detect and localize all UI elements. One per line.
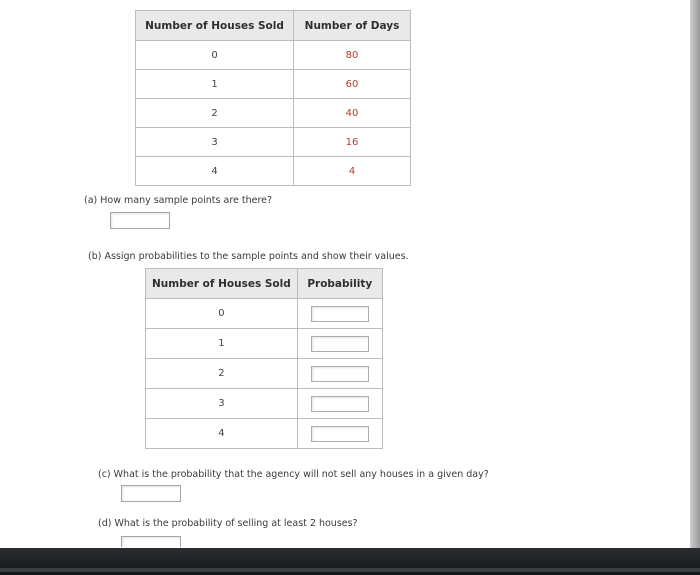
- table-row: [136, 70, 411, 99]
- houses-cell: 0: [136, 41, 294, 70]
- houses-cell: 1: [136, 70, 294, 99]
- probability-cell: [297, 389, 382, 419]
- table-header-row: [146, 269, 383, 299]
- header-number-of-days: Number of Days: [294, 11, 411, 41]
- houses-cell: 3: [136, 128, 294, 157]
- question-c-text: (c) What is the probability that the agency will not sell any houses in a given day?: [98, 469, 489, 480]
- houses-cell: 4: [136, 157, 294, 186]
- table-row: [136, 99, 411, 128]
- table-row: [146, 419, 383, 449]
- question-a-text: (a) How many sample points are there?: [84, 195, 273, 206]
- probability-input-1[interactable]: [311, 336, 369, 352]
- table-row: [146, 299, 383, 329]
- answer-d-input[interactable]: [121, 536, 181, 547]
- probability-input-4[interactable]: [311, 426, 369, 442]
- probability-input-2[interactable]: [311, 366, 369, 382]
- houses-cell: 2: [146, 359, 298, 389]
- houses-cell: 1: [146, 329, 298, 359]
- question-b-text: (b) Assign probabilities to the sample points and show their values.: [88, 251, 409, 262]
- probability-cell: [297, 299, 382, 329]
- header-houses-sold: Number of Houses Sold: [136, 11, 294, 41]
- days-cell: 16: [294, 128, 411, 157]
- probability-input-3[interactable]: [311, 396, 369, 412]
- probability-input-0[interactable]: [311, 306, 369, 322]
- answer-a-input[interactable]: [110, 212, 170, 229]
- probability-cell: [297, 359, 382, 389]
- question-d-text: (d) What is the probability of selling at least 2 houses?: [98, 518, 358, 529]
- table-row: [146, 389, 383, 419]
- days-cell: 4: [294, 157, 411, 186]
- table-row: [136, 157, 411, 186]
- houses-cell: 2: [136, 99, 294, 128]
- days-cell: 40: [294, 99, 411, 128]
- table-header-row: [136, 11, 411, 41]
- table-row: [146, 329, 383, 359]
- probability-cell: [297, 329, 382, 359]
- houses-cell: 4: [146, 419, 298, 449]
- table-row: [136, 128, 411, 157]
- window-edge: [690, 0, 700, 548]
- houses-cell: 0: [146, 299, 298, 329]
- houses-cell: 3: [146, 389, 298, 419]
- header-houses-sold: Number of Houses Sold: [146, 269, 298, 299]
- days-cell: 80: [294, 41, 411, 70]
- houses-sold-days-table: [135, 10, 411, 186]
- table-row: [146, 359, 383, 389]
- days-cell: 60: [294, 70, 411, 99]
- bottom-bezel: [0, 548, 700, 575]
- probability-cell: [297, 419, 382, 449]
- header-probability: Probability: [297, 269, 382, 299]
- probability-table: [145, 268, 383, 449]
- table-row: [136, 41, 411, 70]
- answer-c-input[interactable]: [121, 485, 181, 502]
